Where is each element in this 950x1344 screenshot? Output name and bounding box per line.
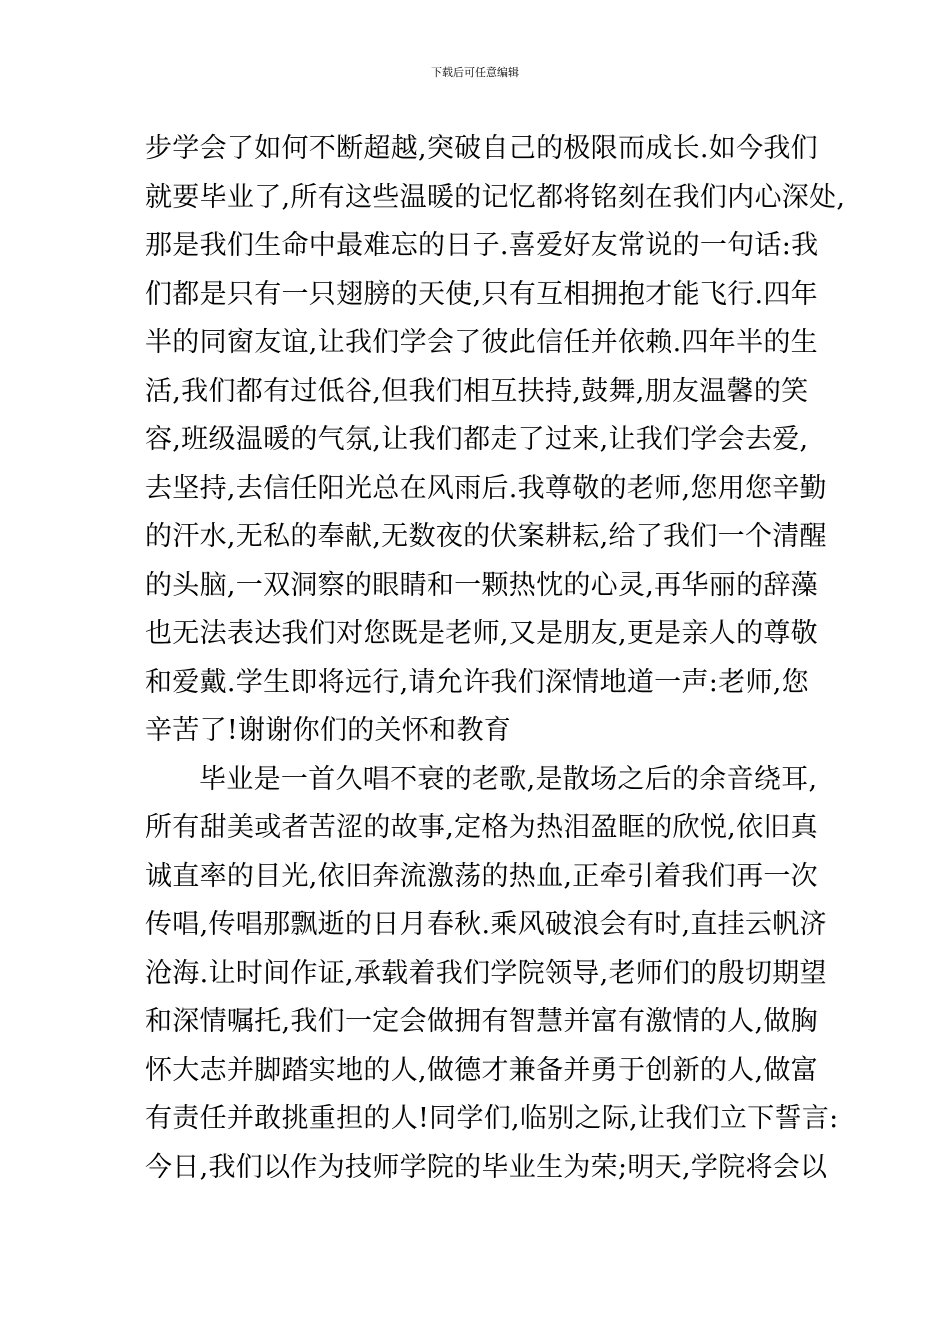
text-line: 辛苦了!谢谢你们的关怀和教育 xyxy=(145,715,512,746)
text-line: 诚直率的目光,依旧奔流激荡的热血,正牵引着我们再一次 xyxy=(145,860,818,892)
text-line: 也无法表达我们对您既是老师,又是朋友,更是亲人的尊敬 xyxy=(145,618,818,649)
text-line: 那是我们生命中最难忘的日子.喜爱好友常说的一句话:我 xyxy=(145,230,819,261)
text-line: 的汗水,无私的奉献,无数夜的伏案耕耘,给了我们一个清醒 xyxy=(145,521,827,552)
text-line: 活,我们都有过低谷,但我们相互扶持,鼓舞,朋友温馨的笑 xyxy=(145,375,809,407)
text-line: 的头脑,一双洞察的眼睛和一颗热忱的心灵,再华丽的辞藻 xyxy=(145,569,818,601)
text-line: 半的同窗友谊,让我们学会了彼此信任并依赖.四年半的生 xyxy=(145,327,818,358)
text-line: 和深情嘱托,我们一定会做拥有智慧并富有激情的人,做胸 xyxy=(145,1006,818,1037)
text-line: 所有甜美或者苦涩的故事,定格为热泪盈眶的欣悦,依旧真 xyxy=(145,812,818,843)
text-line: 容,班级温暖的气氛,让我们都走了过来,让我们学会去爱, xyxy=(145,424,809,455)
text-line: 步学会了如何不断超越,突破自己的极限而成长.如今我们 xyxy=(145,133,818,164)
text-line: 沧海.让时间作证,承载着我们学院领导,老师们的殷切期望 xyxy=(145,957,827,989)
text-line: 怀大志并脚踏实地的人,做德才兼备并勇于创新的人,做富 xyxy=(145,1054,818,1086)
paragraph-first-line: 毕业是一首久唱不衰的老歌,是散场之后的余音绕耳, xyxy=(199,763,818,795)
text-line: 们都是只有一只翅膀的天使,只有互相拥抱才能飞行.四年 xyxy=(145,278,818,310)
page-header: 下载后可任意编辑 xyxy=(431,66,519,79)
document-body xyxy=(145,125,846,1192)
text-line: 就要毕业了,所有这些温暖的记忆都将铭刻在我们内心深处, xyxy=(145,181,846,213)
text-line: 有责任并敢挑重担的人!同学们,临别之际,让我们立下誓言: xyxy=(145,1103,839,1134)
text-line: 和爱戴.学生即将远行,请允许我们深情地道一声:老师,您 xyxy=(145,666,809,698)
text-line: 传唱,传唱那飘逝的日月春秋.乘风破浪会有时,直挂云帆济 xyxy=(145,909,827,940)
text-line: 去坚持,去信任阳光总在风雨后.我尊敬的老师,您用您辛勤 xyxy=(145,472,827,504)
text-line: 今日,我们以作为技师学院的毕业生为荣;明天,学院将会以 xyxy=(145,1151,828,1183)
